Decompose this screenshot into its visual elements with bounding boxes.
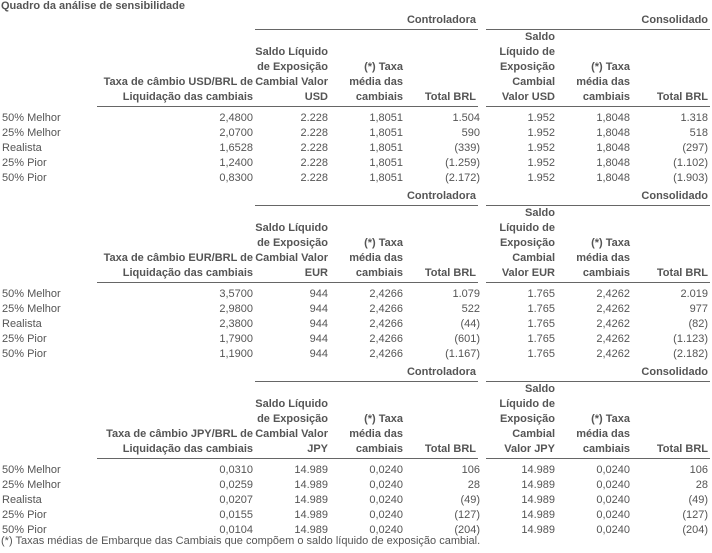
table-cell: 2,4266 xyxy=(369,318,403,330)
table-cell: 0,0240 xyxy=(596,509,630,521)
table-cell: (1.259) xyxy=(445,157,480,169)
group-header-row xyxy=(0,13,710,30)
column-header: Total BRL xyxy=(405,30,482,107)
table-cell: 2.228 xyxy=(300,172,328,184)
table-cell: 0,0310 xyxy=(219,464,253,476)
scenario-label: 50% Melhor xyxy=(2,288,61,300)
table-cell: 14.989 xyxy=(521,524,555,536)
table-cell: 14.989 xyxy=(294,479,328,491)
table-cell: (297) xyxy=(682,142,709,154)
sensitivity-table xyxy=(0,365,710,538)
table-cell: 1.765 xyxy=(527,348,555,360)
group-label-consolidado: Consolidado xyxy=(482,13,710,30)
table-cell: (49) xyxy=(688,494,709,506)
table-cell: (339) xyxy=(454,142,480,154)
table-cell: 2,4262 xyxy=(596,348,630,360)
table-cell: (44) xyxy=(460,318,480,330)
table-cell: 944 xyxy=(309,303,328,315)
table-row xyxy=(0,141,710,156)
scenario-label: Realista xyxy=(2,142,42,154)
table-cell: (1.123) xyxy=(673,333,709,345)
column-header: Saldo Líquido de Exposição Cambial Valor EUR xyxy=(255,206,330,283)
table-cell: 1.952 xyxy=(527,172,555,184)
table-cell: 0,0240 xyxy=(369,494,403,506)
table-cell: (1.102) xyxy=(673,157,709,169)
table-cell: 944 xyxy=(309,288,328,300)
group-label-controladora: Controladora xyxy=(255,13,482,30)
table-cell: 2,4266 xyxy=(369,348,403,360)
table-cell: 0,0259 xyxy=(219,479,253,491)
group-label-consolidado: Consolidado xyxy=(482,189,710,206)
column-header: (*) Taxa média das cambiais xyxy=(330,30,405,107)
table-row xyxy=(0,317,710,332)
scenario-label: 50% Melhor xyxy=(2,112,61,124)
column-header: (*) Taxa média das cambiais xyxy=(330,206,405,283)
table-cell: 0,0240 xyxy=(369,524,403,536)
table-cell: 2,4266 xyxy=(369,288,403,300)
table-row xyxy=(0,478,710,493)
table-row xyxy=(0,287,710,302)
scenario-label: Realista xyxy=(2,494,42,506)
table-cell: 0,0240 xyxy=(596,464,630,476)
scenario-label: 50% Pior xyxy=(2,172,47,184)
table-cell: 2.228 xyxy=(300,112,328,124)
table-cell: 1.952 xyxy=(527,157,555,169)
scenario-label: 25% Pior xyxy=(2,509,47,521)
table-cell: 1,8051 xyxy=(369,172,403,184)
table-cell: 2,9800 xyxy=(219,303,253,315)
column-header: (*) Taxa média das cambiais xyxy=(557,206,632,283)
table-cell: 1.765 xyxy=(527,303,555,315)
column-header: Saldo Líquido de Exposição Cambial Valor JPY xyxy=(482,382,557,459)
table-cell: 1,7900 xyxy=(219,333,253,345)
scenario-label: 25% Melhor xyxy=(2,303,61,315)
table-cell: (127) xyxy=(682,509,709,521)
column-header: Saldo Líquido de Exposição Cambial Valor USD xyxy=(255,30,330,107)
table-cell: 1,8048 xyxy=(596,142,630,154)
scenario-label: 25% Pior xyxy=(2,157,47,169)
table-cell: 0,0240 xyxy=(369,479,403,491)
table-cell: 14.989 xyxy=(521,479,555,491)
table-cell: (82) xyxy=(688,318,709,330)
table-cell: (204) xyxy=(454,524,480,536)
table-cell: 2,3800 xyxy=(219,318,253,330)
group-header-row xyxy=(0,189,710,206)
group-label-controladora: Controladora xyxy=(255,365,482,382)
scenario-label: 50% Melhor xyxy=(2,464,61,476)
column-header: (*) Taxa média das cambiais xyxy=(557,30,632,107)
table-cell: 14.989 xyxy=(294,524,328,536)
column-header: Taxa de câmbio JPY/BRL de Liquidação das cambiais xyxy=(97,382,255,459)
table-cell: 944 xyxy=(309,333,328,345)
column-header: Total BRL xyxy=(632,382,710,459)
column-header: Taxa de câmbio USD/BRL de Liquidação das cambiais xyxy=(97,30,255,107)
table-cell: 944 xyxy=(309,318,328,330)
column-header: Total BRL xyxy=(405,206,482,283)
table-row xyxy=(0,302,710,317)
scenario-label: 25% Melhor xyxy=(2,479,61,491)
table-row xyxy=(0,171,710,186)
column-header: Saldo Líquido de Exposição Cambial Valor EUR xyxy=(482,206,557,283)
table-cell: 14.989 xyxy=(294,464,328,476)
usd-sensitivity-table xyxy=(0,13,712,186)
group-label-consolidado: Consolidado xyxy=(482,365,710,382)
table-cell: 1,8048 xyxy=(596,112,630,124)
table-cell: 0,0240 xyxy=(596,524,630,536)
table-cell: 590 xyxy=(461,127,480,139)
table-cell: (127) xyxy=(454,509,480,521)
table-cell: 1.504 xyxy=(452,112,480,124)
table-cell: 522 xyxy=(461,303,480,315)
column-header: Total BRL xyxy=(632,206,710,283)
table-cell: 2,0700 xyxy=(219,127,253,139)
table-row xyxy=(0,493,710,508)
table-cell: 1.952 xyxy=(527,127,555,139)
column-header: (*) Taxa média das cambiais xyxy=(557,382,632,459)
scenario-label: Realista xyxy=(2,318,42,330)
table-row xyxy=(0,156,710,171)
table-cell: (204) xyxy=(682,524,709,536)
table-cell: (601) xyxy=(454,333,480,345)
column-header: Taxa de câmbio EUR/BRL de Liquidação das cambiais xyxy=(97,206,255,283)
table-cell: 2.019 xyxy=(680,288,709,300)
table-cell: 1,8051 xyxy=(369,157,403,169)
table-cell: 1.318 xyxy=(680,112,709,124)
table-cell: 14.989 xyxy=(521,464,555,476)
table-cell: 14.989 xyxy=(521,509,555,521)
table-cell: (49) xyxy=(460,494,480,506)
document-title: Quadro da análise de sensibilidade xyxy=(1,0,186,12)
scenario-label: 25% Melhor xyxy=(2,127,61,139)
table-cell: 2,4266 xyxy=(369,333,403,345)
table-cell: 1.765 xyxy=(527,288,555,300)
table-cell: 0,0240 xyxy=(596,479,630,491)
table-row xyxy=(0,463,710,478)
table-cell: 1,8051 xyxy=(369,112,403,124)
table-cell: 977 xyxy=(689,303,709,315)
table-cell: 28 xyxy=(467,479,480,491)
table-row xyxy=(0,332,710,347)
table-cell: 3,5700 xyxy=(219,288,253,300)
scenario-label: 25% Pior xyxy=(2,333,47,345)
group-label-controladora: Controladora xyxy=(255,189,482,206)
table-cell: 2,4262 xyxy=(596,288,630,300)
table-cell: 1.765 xyxy=(527,333,555,345)
table-cell: 1,8048 xyxy=(596,127,630,139)
table-cell: 1.952 xyxy=(527,142,555,154)
column-header: Saldo Líquido de Exposição Cambial Valor JPY xyxy=(255,382,330,459)
sensitivity-table xyxy=(0,189,710,362)
table-row xyxy=(0,111,710,126)
table-cell: 28 xyxy=(695,479,709,491)
table-cell: 0,8300 xyxy=(219,172,253,184)
table-cell: 2.228 xyxy=(300,157,328,169)
table-cell: 0,0155 xyxy=(219,509,253,521)
table-cell: 14.989 xyxy=(521,494,555,506)
table-cell: 1,1900 xyxy=(219,348,253,360)
table-cell: 1.952 xyxy=(527,112,555,124)
table-cell: 1,8048 xyxy=(596,157,630,169)
table-cell: 2.228 xyxy=(300,142,328,154)
column-header: Saldo Líquido de Exposição Cambial Valor USD xyxy=(482,30,557,107)
table-cell: 2,4262 xyxy=(596,303,630,315)
table-cell: 2.228 xyxy=(300,127,328,139)
table-row xyxy=(0,347,710,362)
table-cell: 0,0240 xyxy=(369,464,403,476)
table-cell: 2,4262 xyxy=(596,333,630,345)
group-header-row xyxy=(0,365,710,382)
table-cell: 0,0104 xyxy=(219,524,253,536)
table-cell: 106 xyxy=(461,464,480,476)
table-cell: 1,8051 xyxy=(369,142,403,154)
table-cell: (2.182) xyxy=(673,348,709,360)
table-cell: 106 xyxy=(689,464,709,476)
table-cell: 518 xyxy=(689,127,709,139)
table-cell: 2,4800 xyxy=(219,112,253,124)
column-header-row xyxy=(0,30,710,107)
table-cell: 1,2400 xyxy=(219,157,253,169)
eur-sensitivity-table xyxy=(0,189,712,362)
table-cell: 14.989 xyxy=(294,494,328,506)
table-cell: 944 xyxy=(309,348,328,360)
scenario-label: 50% Pior xyxy=(2,348,47,360)
table-cell: 1,8048 xyxy=(596,172,630,184)
table-cell: 0,0240 xyxy=(596,494,630,506)
column-header: Total BRL xyxy=(632,30,710,107)
table-cell: 1.765 xyxy=(527,318,555,330)
sensitivity-table xyxy=(0,13,710,186)
table-cell: 0,0207 xyxy=(219,494,253,506)
table-cell: 1.079 xyxy=(452,288,480,300)
footnote: (*) Taxas médias de Embarque das Cambiais que compõem o saldo líquido de exposição cambial. xyxy=(1,535,481,547)
column-header-row xyxy=(0,382,710,459)
table-cell: (2.172) xyxy=(445,172,480,184)
table-cell: 2,4266 xyxy=(369,303,403,315)
table-cell: 0,0240 xyxy=(369,509,403,521)
jpy-sensitivity-table xyxy=(0,365,712,538)
scenario-label: 50% Pior xyxy=(2,524,47,536)
table-row xyxy=(0,508,710,523)
table-cell: 2,4262 xyxy=(596,318,630,330)
table-cell: 14.989 xyxy=(294,509,328,521)
table-row xyxy=(0,126,710,141)
table-cell: (1.167) xyxy=(445,348,480,360)
column-header: (*) Taxa média das cambiais xyxy=(330,382,405,459)
table-cell: 1,6528 xyxy=(219,142,253,154)
column-header-row xyxy=(0,206,710,283)
table-cell: (1.903) xyxy=(673,172,709,184)
table-cell: 1,8051 xyxy=(369,127,403,139)
column-header: Total BRL xyxy=(405,382,482,459)
